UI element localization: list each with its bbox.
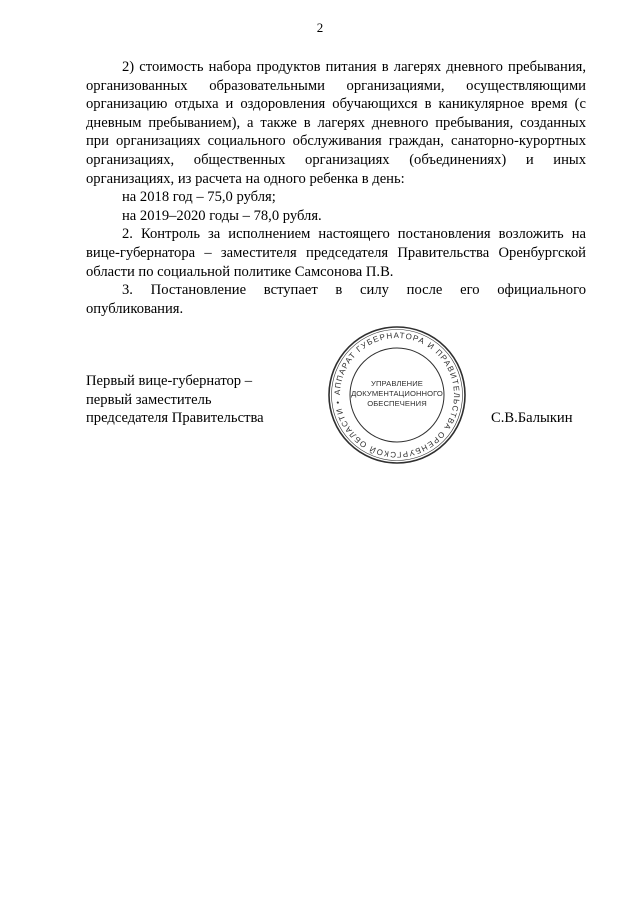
seal-center-line-2: ДОКУМЕНТАЦИОННОГО [351,389,443,398]
document-body [86,58,586,318]
paragraph-cost-2018: на 2018 год – 75,0 рубля; [122,189,276,206]
official-seal [326,324,468,466]
seal-center-text [326,379,468,409]
seal-ring-text: АППАРАТ ГУБЕРНАТОРА И ПРАВИТЕЛЬСТВА ОРЕНБУРГСКОЙ ОБЛАСТИ • [332,330,462,460]
signer-title [86,372,264,428]
paragraph-control: 2. Контроль за исполнением настоящего постановления возложить на вице-губернатора – заместителя председателя Правительства Оренбургской области по социальной политике Самсонова П.В. [86,226,586,280]
paragraph-effective: 3. Постановление вступает в силу после его официального опубликования. [86,282,586,317]
signer-title-line-1: Первый вице-губернатор – [86,373,253,389]
paragraph-food-cost: 2) стоимость набора продуктов питания в лагерях дневного пребывания, организованных образовательными организациями, осуществляющими организацию отдыха и оздоровления обучающихся в каникулярное время (с дневным пребыванием), а также в лагерях дневного пребывания, созданных при организациях социального обслуживания граждан, санаторно-курортных организациях, общественных организациях (объединениях) и иных организациях, из расчета на одного ребенка в день: [86,59,586,187]
seal-center-line-1: УПРАВЛЕНИЕ [371,379,423,388]
page-number: 2 [316,20,324,35]
paragraph-cost-2019-2020: на 2019–2020 годы – 78,0 рубля. [122,207,322,224]
seal-center-line-3: ОБЕСПЕЧЕНИЯ [367,399,427,408]
signer-title-line-2: первый заместитель [86,391,212,408]
signer-name: С.В.Балыкин [491,410,573,426]
signer-title-line-3: председателя Правительства [86,410,264,427]
